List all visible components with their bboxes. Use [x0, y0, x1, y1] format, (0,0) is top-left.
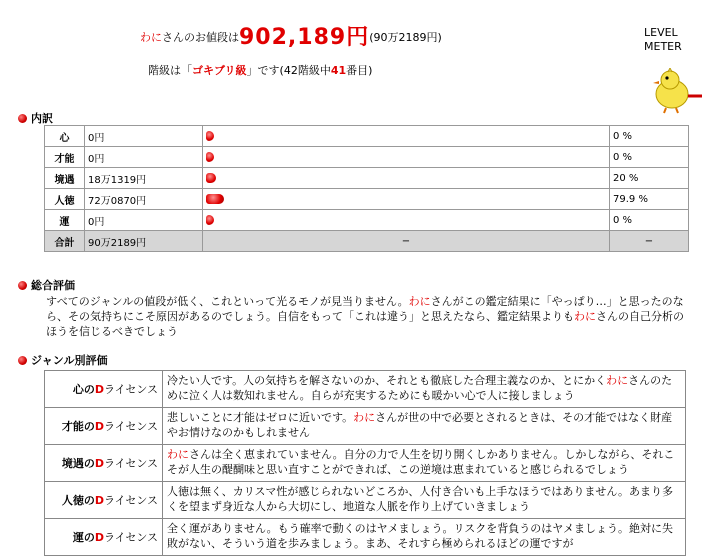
class-mid: 」です(42階級中 [246, 64, 331, 77]
genre-label-name: 才能の [61, 419, 95, 433]
class-suffix: 番目) [346, 64, 373, 77]
breakdown-row [45, 126, 689, 147]
breakdown-bar [206, 131, 214, 141]
genre-text-after: さんが世の中で必要とされるときは、その才能ではなく財産やお情けなのかもしれません [167, 411, 673, 439]
genre-table [44, 370, 686, 556]
total-amount: 90万2189円 [85, 231, 203, 252]
bullet-icon [18, 281, 27, 290]
genre-text-after: さんのために泣く人は数知れません。自らが充実するためにも暖かい心で人に接しましょう [167, 374, 673, 402]
total-label: 合計 [45, 231, 85, 252]
class-name: ゴキブリ級 [192, 64, 247, 77]
price-line [140, 20, 442, 51]
level-meter [640, 24, 702, 116]
genre-label-name: 人徳の [61, 493, 95, 507]
genre-label [45, 482, 163, 519]
breakdown-pct: 0 % [610, 147, 689, 168]
genre-title-text: ジャンル別評価 [31, 354, 108, 367]
genre-text [163, 445, 686, 482]
price-value: 902,189円 [239, 25, 370, 50]
breakdown-label: 境遇 [45, 168, 85, 189]
breakdown-title-text: 内訳 [31, 112, 53, 125]
summary-text-after: さんの自己分析のほうを信じるべきでしょう [46, 310, 684, 338]
summary-text-before: すべてのジャンルの値段が低く、これといって光るモノが見当りません。 [46, 295, 409, 308]
breakdown-bar [206, 173, 216, 183]
genre-user-name: わに [167, 448, 189, 461]
summary-title-text: 総合評価 [31, 279, 75, 292]
breakdown-bar-cell [203, 168, 610, 189]
bullet-icon [18, 114, 27, 123]
breakdown-total-row [45, 231, 689, 252]
genre-license: ライセンス [103, 530, 158, 544]
genre-license: ライセンス [103, 419, 158, 433]
genre-text-after: さんは全く恵まれていません。自分の力で人生を切り開くしかありません。しかしながら、それこそが人生の醍醐味と思い直すことができれば、この逆境は恵まれていると感じられるでしょう [167, 448, 675, 476]
genre-label [45, 519, 163, 556]
genre-grade: D [94, 530, 104, 544]
level-meter-line1: LEVEL [644, 26, 678, 39]
genre-row [45, 408, 686, 445]
class-line [148, 62, 372, 78]
breakdown-label: 才能 [45, 147, 85, 168]
price-prefix: さんのお値段は [162, 31, 239, 44]
genre-text [163, 482, 686, 519]
genre-title [18, 352, 108, 368]
genre-text-before: 全く運がありません。もう確率で動くのはヤメましょう。リスクを背負うのはヤメましょう。絶対に失敗がない、そういう道を歩みましょう。まあ、それすら極められるほどの運ですが [167, 522, 673, 550]
genre-grade: D [94, 382, 104, 396]
breakdown-title [18, 110, 53, 126]
summary-name-1: わに [408, 295, 431, 308]
breakdown-row [45, 168, 689, 189]
summary-text-middle: さんがこの鑑定結果に「やっぱり…」と思ったのなら、その気持ちにこそ原因があるのでしょう。自信をもって「これは違う」と思えたなら、鑑定結果よりも [46, 295, 684, 323]
chick-icon [650, 68, 702, 114]
breakdown-label: 運 [45, 210, 85, 231]
genre-text [163, 408, 686, 445]
genre-grade: D [94, 419, 104, 433]
genre-grade: D [94, 493, 104, 507]
breakdown-amount: 0円 [85, 147, 203, 168]
breakdown-amount: 0円 [85, 210, 203, 231]
breakdown-table [44, 125, 689, 252]
breakdown-pct: 20 % [610, 168, 689, 189]
genre-row [45, 482, 686, 519]
price-note: (90万2189円) [369, 31, 442, 44]
genre-text [163, 371, 686, 408]
breakdown-bar-cell [203, 126, 610, 147]
class-rank: 41 [330, 64, 347, 77]
breakdown-label: 心 [45, 126, 85, 147]
bullet-icon [18, 356, 27, 365]
breakdown-pct: 0 % [610, 126, 689, 147]
genre-text-before: 悲しいことに才能はゼロに近いです。 [167, 411, 354, 424]
genre-row [45, 519, 686, 556]
summary-text [46, 294, 686, 339]
user-name: わに [140, 31, 162, 44]
genre-user-name: わに [353, 411, 376, 424]
breakdown-row [45, 189, 689, 210]
breakdown-amount: 18万1319円 [85, 168, 203, 189]
breakdown-amount: 72万0870円 [85, 189, 203, 210]
genre-label-name: 境遇の [61, 456, 95, 470]
genre-row [45, 371, 686, 408]
breakdown-pct: 0 % [610, 210, 689, 231]
genre-grade: D [94, 456, 104, 470]
breakdown-row [45, 210, 689, 231]
summary-title [18, 277, 75, 293]
breakdown-bar-cell [203, 147, 610, 168]
breakdown-bar-cell [203, 210, 610, 231]
genre-license: ライセンス [103, 493, 158, 507]
genre-row [45, 445, 686, 482]
summary-name-2: わに [574, 310, 596, 323]
genre-text [163, 519, 686, 556]
breakdown-pct: 79.9 % [610, 189, 689, 210]
genre-label-name: 運の [72, 530, 95, 544]
genre-label [45, 371, 163, 408]
breakdown-row [45, 147, 689, 168]
breakdown-label: 人徳 [45, 189, 85, 210]
genre-license: ライセンス [103, 382, 158, 396]
level-meter-label [644, 26, 682, 54]
breakdown-bar [206, 194, 224, 204]
genre-license: ライセンス [103, 456, 158, 470]
total-bar: − [203, 231, 610, 252]
genre-text-before: 人徳は無く、カリスマ性が感じられないどころか、人付き合いも上手なほうではありません。あまり多くを望まず身近な人から大切にし、地道な人脈を作り上げていきましょう [167, 485, 673, 513]
level-meter-line2: METER [644, 40, 682, 53]
total-pct: − [610, 231, 689, 252]
breakdown-amount: 0円 [85, 126, 203, 147]
breakdown-bar [206, 152, 214, 162]
genre-label [45, 445, 163, 482]
genre-user-name: わに [606, 374, 629, 387]
class-prefix: 階級は「 [148, 64, 192, 77]
breakdown-bar [206, 215, 214, 225]
breakdown-bar-cell [203, 189, 610, 210]
genre-text-before: 冷たい人です。人の気持ちを解さないのか、それとも徹底した合理主義なのか、とにかく [167, 374, 607, 387]
genre-label [45, 408, 163, 445]
genre-label-name: 心の [72, 382, 95, 396]
